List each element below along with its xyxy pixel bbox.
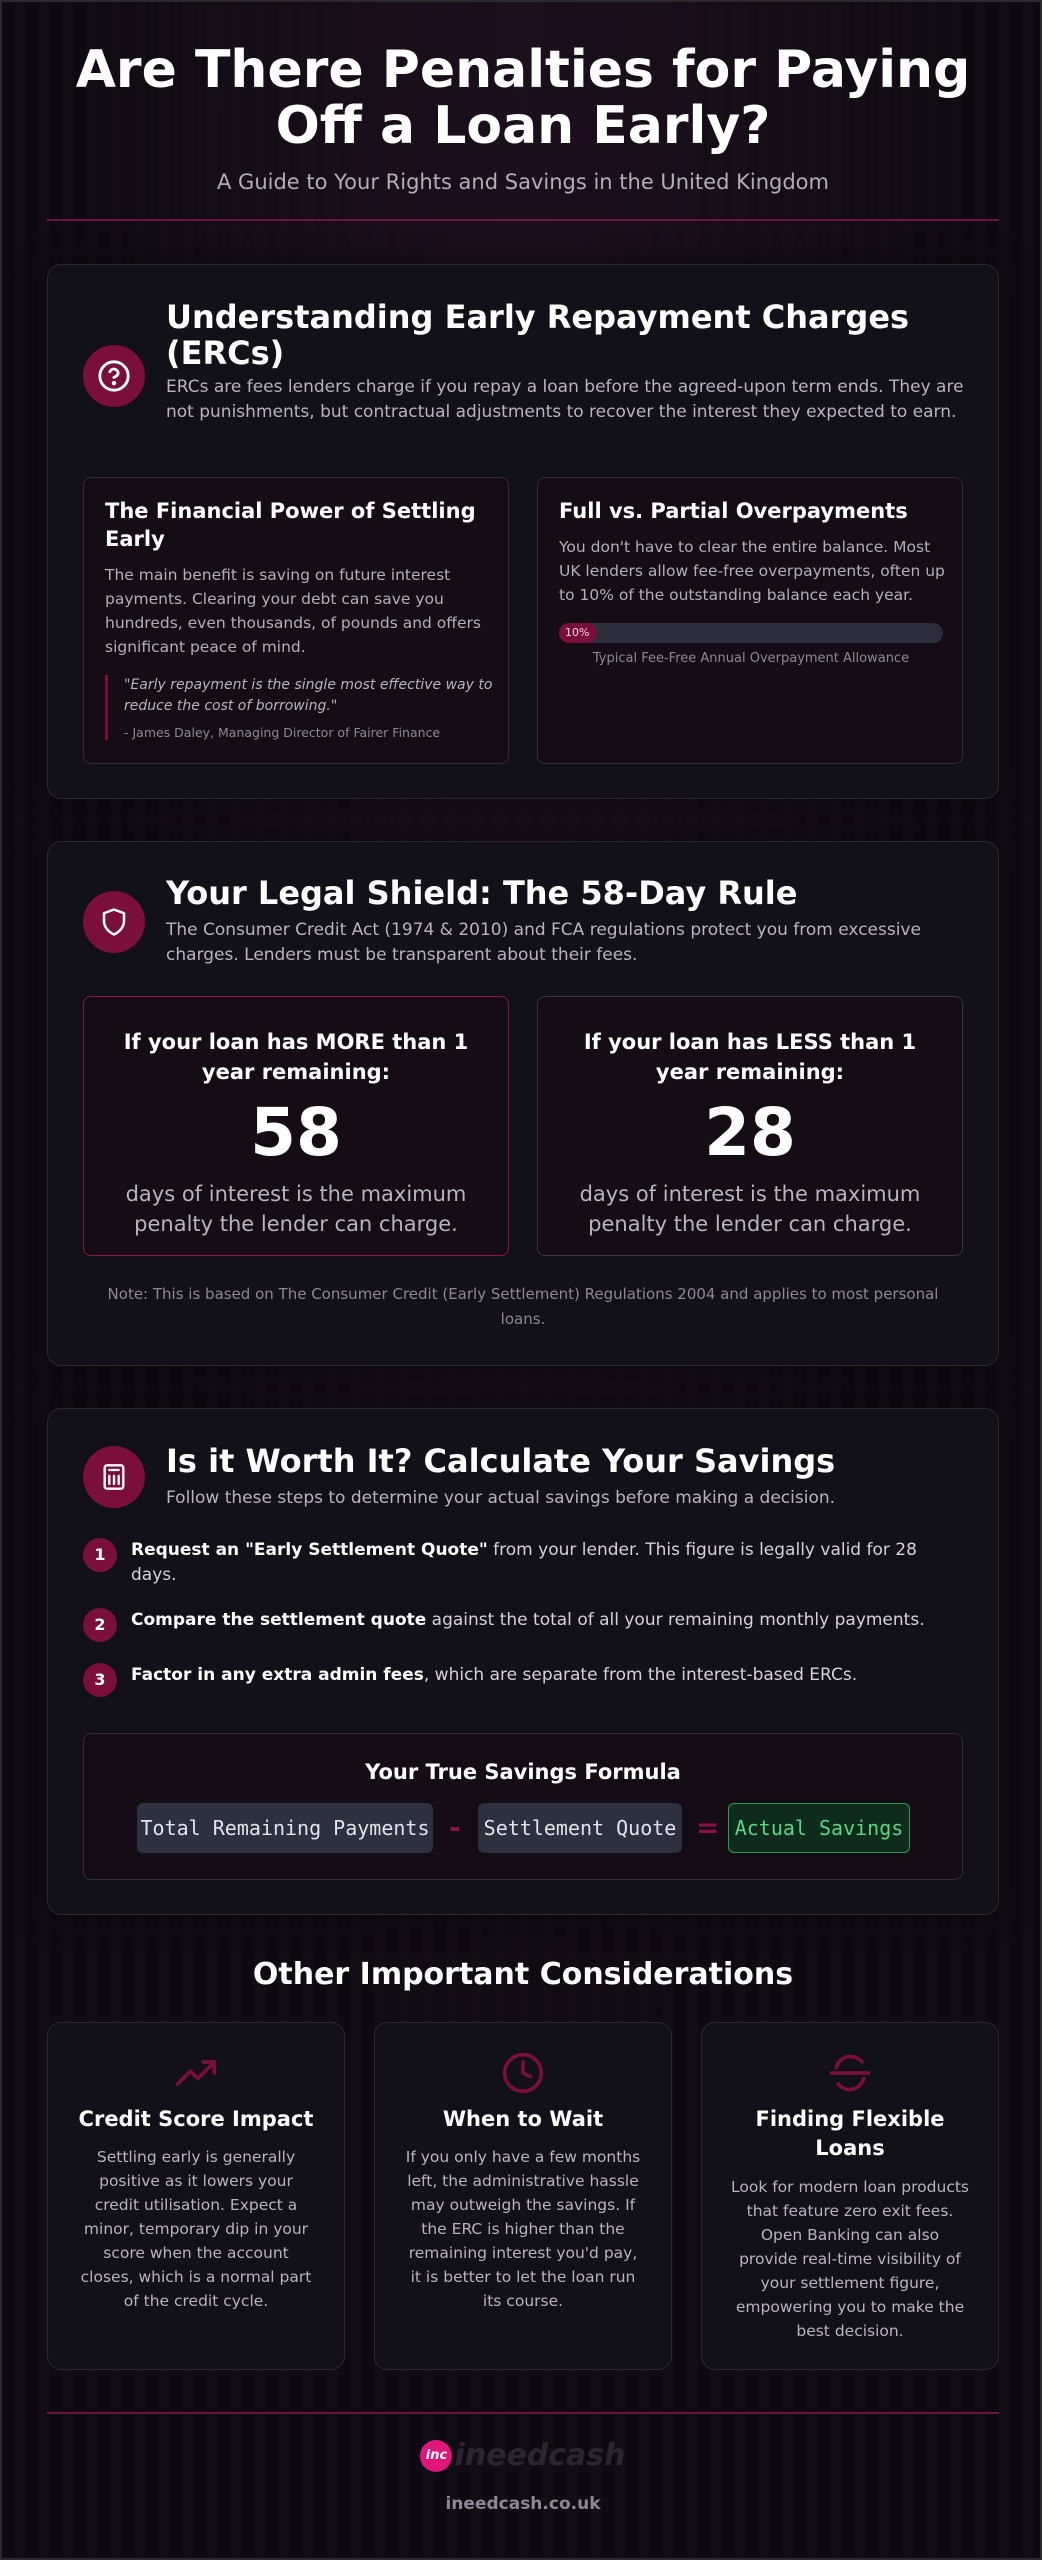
step-1-number: 1 (83, 1538, 117, 1572)
credit-score-text: Settling early is generally positive as it lowers your credit utilisation. Expect a minor, temporary dip in your score when the account closes, which is a normal part of the credit cycle. (80, 2148, 312, 2310)
credit-score-title: Credit Score Impact (78, 2107, 314, 2131)
footer-website-link[interactable]: ineedcash.co.uk (445, 2494, 601, 2514)
step-2-rest: against the total of all your remaining monthly payments. (426, 1610, 925, 1630)
overpayments-text: You don't have to clear the entire balance. Most UK lenders allow fee-free overpayments, often up to 10% of the outstanding balance each year. (559, 538, 945, 604)
step-1-bold: Request an "Early Settlement Quote" (131, 1540, 488, 1560)
flexible-loans-text: Look for modern loan products that feature zero exit fees. Open Banking can also provide real-time visibility of your settlement figure, empowering you to make the best decision. (730, 2178, 969, 2340)
brand-logo[interactable] (2, 2438, 1042, 2473)
erc-card (47, 264, 999, 799)
erc-description: ERCs are fees lenders charge if you repay a loan before the agreed-upon term ends. They are not punishments, but contractual adjustments to recover the interest they expected to earn. (166, 377, 964, 422)
erc-title: Understanding Early Repayment Charges (ERCs) (166, 298, 910, 372)
more-than-year-box (83, 996, 509, 1256)
savings-card (47, 1408, 999, 1915)
page-title: Are There Penalties for Paying Off a Loan Early? (75, 40, 971, 156)
step-2-number: 2 (83, 1608, 117, 1642)
formula-equals: = (696, 1811, 720, 1844)
legal-shield-description: The Consumer Credit Act (1974 & 2010) and FCA regulations protect you from excessive charges. Lenders must be transparent about their fees. (166, 920, 921, 965)
max-days-58: 58 (250, 1094, 342, 1171)
question-icon (83, 345, 145, 407)
financial-power-panel (83, 477, 509, 764)
when-to-wait-card (374, 2022, 672, 2370)
overpayments-panel (537, 477, 963, 764)
formula-settlement-quote: Settlement Quote (478, 1803, 682, 1853)
overpayment-allowance-bar (559, 623, 943, 643)
logo-wordmark: ineedcash (454, 2438, 626, 2473)
pound-exchange-icon (702, 2051, 998, 2095)
max-days-28: 28 (704, 1094, 796, 1171)
considerations-title: Other Important Considerations (252, 1957, 794, 1992)
formula-actual-savings: Actual Savings (728, 1803, 910, 1853)
regulation-note: Note: This is based on The Consumer Credit (Early Settlement) Regulations 2004 and applies to most personal loans. (107, 1285, 939, 1328)
logo-badge: inc (420, 2440, 452, 2472)
step-3-rest: , which are separate from the interest-based ERCs. (423, 1665, 858, 1685)
less-than-year-text: days of interest is the maximum penalty the lender can charge. (579, 1182, 921, 1236)
formula-total-payments: Total Remaining Payments (137, 1803, 433, 1853)
overpayment-allowance-fill: 10% (559, 623, 597, 643)
savings-formula-box (83, 1733, 963, 1880)
calculator-icon (83, 1446, 145, 1508)
footer-divider (47, 2412, 999, 2414)
when-to-wait-title: When to Wait (442, 2107, 604, 2131)
credit-score-card (47, 2022, 345, 2370)
page-subtitle: A Guide to Your Rights and Savings in the United Kingdom (217, 170, 829, 194)
when-to-wait-text: If you only have a few months left, the administrative hassle may outweigh the savings. If the ERC is higher than the remaining interest you'd pay, it is better to let the loan run its course. (405, 2148, 641, 2310)
formula-title: Your True Savings Formula (365, 1760, 681, 1784)
less-than-year-title: If your loan has LESS than 1 year remaining: (583, 1030, 917, 1084)
step-3-number: 3 (83, 1663, 117, 1697)
step-1-text (131, 1538, 961, 1588)
step-3-text (131, 1663, 961, 1688)
step-2-text (131, 1608, 961, 1633)
shield-icon (83, 891, 145, 953)
financial-power-text: The main benefit is saving on future interest payments. Clearing your debt can save you hundreds, even thousands, of pounds and offers significant peace of mind. (105, 566, 481, 656)
overpayments-title: Full vs. Partial Overpayments (559, 499, 908, 523)
savings-title: Is it Worth It? Calculate Your Savings (166, 1442, 836, 1480)
legal-shield-title: Your Legal Shield: The 58-Day Rule (166, 874, 798, 912)
formula-minus: - (449, 1811, 461, 1844)
savings-description: Follow these steps to determine your actual savings before making a decision. (166, 1488, 836, 1508)
quote-text: "Early repayment is the single most effective way to reduce the cost of borrowing." (124, 677, 493, 714)
header (2, 42, 1042, 194)
overpayment-bar-caption: Typical Fee-Free Annual Overpayment Allowance (592, 651, 910, 666)
legal-shield-card (47, 841, 999, 1366)
more-than-year-text: days of interest is the maximum penalty the lender can charge. (125, 1182, 467, 1236)
financial-power-title: The Financial Power of Settling Early (105, 499, 476, 551)
header-divider (47, 219, 999, 221)
quote-author: - James Daley, Managing Director of Fairer Finance (124, 725, 441, 740)
less-than-year-box (537, 996, 963, 1256)
step-3-bold: Factor in any extra admin fees (131, 1665, 424, 1685)
trending-up-icon (48, 2051, 344, 2095)
clock-icon (375, 2051, 671, 2095)
flexible-loans-title: Finding Flexible Loans (755, 2107, 945, 2160)
flexible-loans-card (701, 2022, 999, 2370)
step-1-rest: from your lender. This figure is legally valid for 28 days. (131, 1540, 917, 1585)
step-2-bold: Compare the settlement quote (131, 1610, 427, 1630)
more-than-year-title: If your loan has MORE than 1 year remaining: (123, 1030, 469, 1084)
expert-quote (105, 675, 500, 740)
